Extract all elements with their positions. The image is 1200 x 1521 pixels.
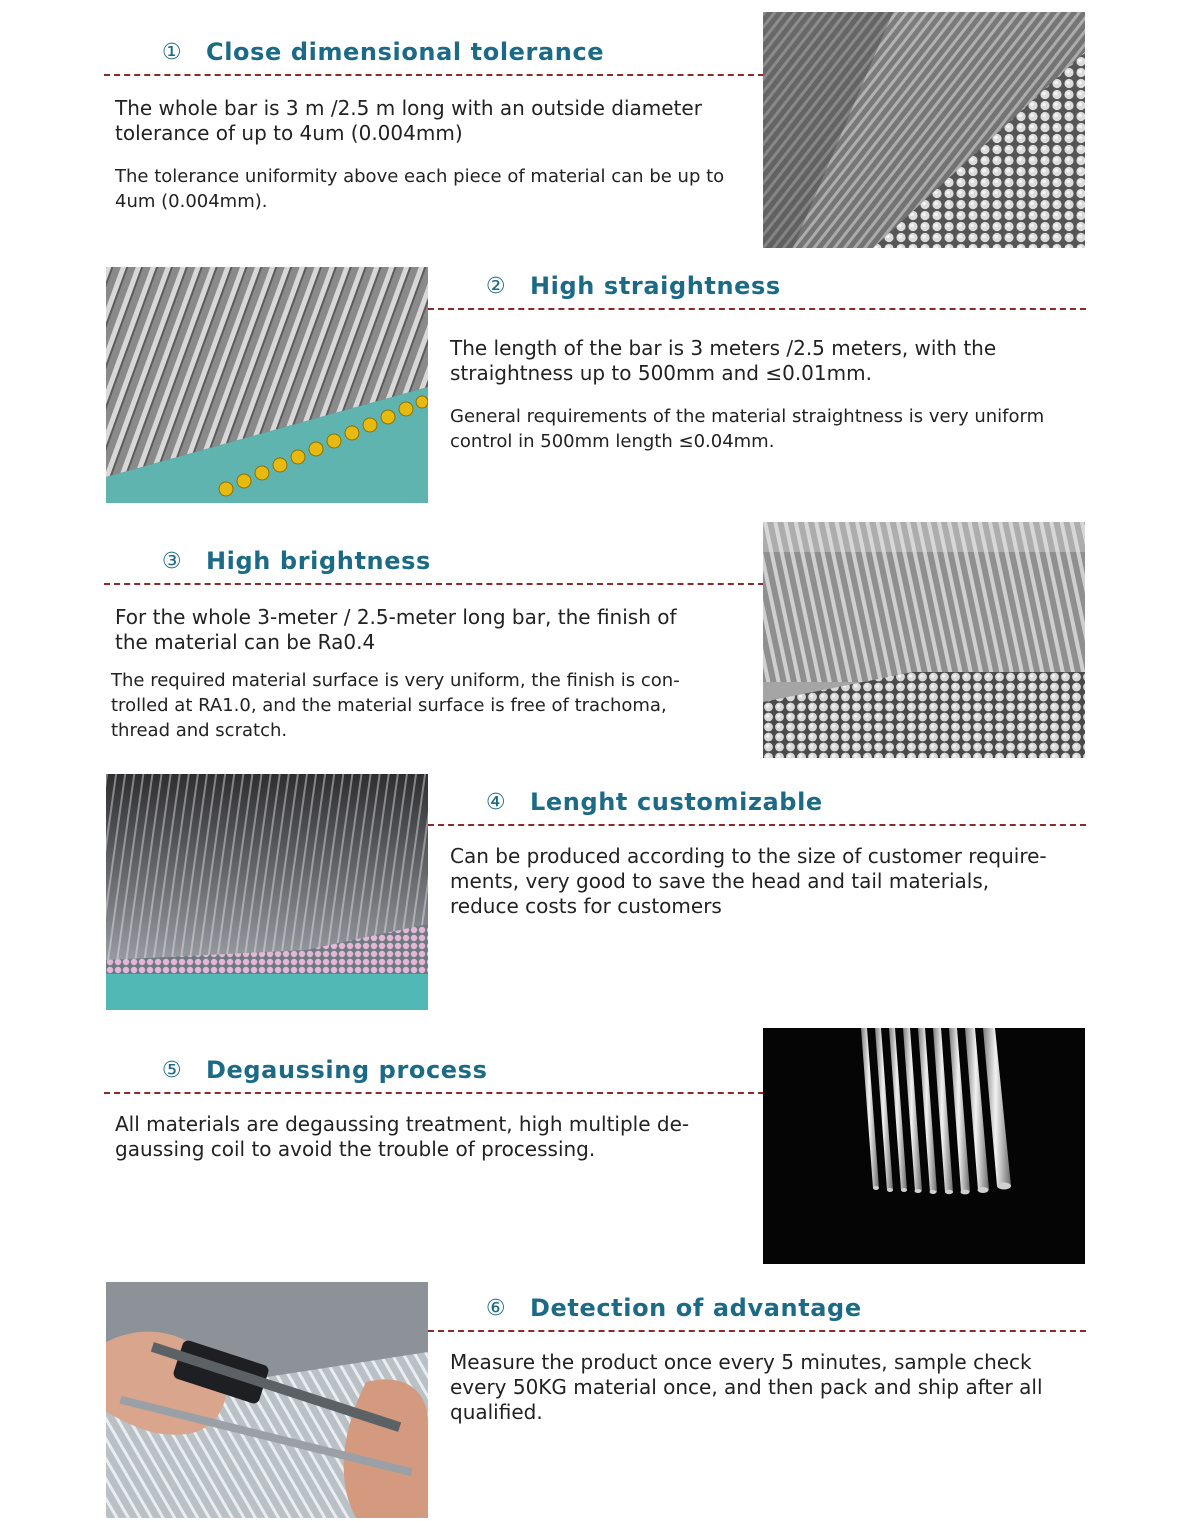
feature-section-3 [0,520,1200,774]
dashed-divider [104,583,764,585]
dashed-divider [104,1092,764,1094]
bars-yellow-ends-photo [106,267,428,503]
dashed-divider [104,74,764,76]
section-heading [160,38,604,66]
section-paragraph-primary [450,1350,1043,1425]
paragraph-line: All materials are degaussing treatment, high multiple de- [115,1112,690,1136]
section-number: ② [485,273,507,299]
section-paragraph-primary [115,605,677,655]
section-title: High brightness [206,547,431,575]
feature-section-5 [0,1028,1200,1280]
section-paragraph-primary [450,844,1047,919]
feature-section-4 [0,774,1200,1028]
section-paragraph-primary [115,96,702,146]
section-title: Degaussing process [206,1056,488,1084]
paragraph-line: the material can be Ra0.4 [115,630,376,654]
section-title: Close dimensional tolerance [206,38,605,66]
paragraph-line: gaussing coil to avoid the trouble of processing. [115,1137,596,1161]
paragraph-line: For the whole 3-meter / 2.5-meter long bar, the finish of [115,605,677,629]
bar-stack-photo [763,522,1085,758]
paragraph-line: 4um (0.004mm). [115,191,268,212]
dashed-divider [428,308,1086,310]
section-heading [160,547,431,575]
bars-on-black-photo [763,1028,1085,1264]
section-heading [160,1056,487,1084]
feature-section-2 [0,260,1200,520]
steel-bar-bundle-photo [763,12,1085,248]
paragraph-line: qualified. [450,1400,543,1424]
section-heading [484,272,781,300]
section-paragraph-secondary [450,404,1044,454]
section-number: ① [161,39,183,65]
section-heading [484,788,823,816]
paragraph-line: The required material surface is very uniform, the finish is con- [111,670,680,691]
paragraph-line: The length of the bar is 3 meters /2.5 meters, with the [450,336,997,360]
section-title: Lenght customizable [530,788,823,816]
section-title: Detection of advantage [530,1294,862,1322]
section-paragraph-primary [450,336,996,386]
paragraph-line: every 50KG material once, and then pack and ship after all [450,1375,1043,1399]
dashed-divider [428,1330,1086,1332]
bars-on-teal-table-photo [106,774,428,1010]
paragraph-line: The whole bar is 3 m /2.5 m long with an outside diameter [115,96,702,120]
paragraph-line: trolled at RA1.0, and the material surface is free of trachoma, [111,695,667,716]
section-number: ⑥ [485,1295,507,1321]
paragraph-line: ments, very good to save the head and tail materials, [450,869,990,893]
paragraph-line: tolerance of up to 4um (0.004mm) [115,121,463,145]
section-number: ③ [161,548,183,574]
section-heading [484,1294,862,1322]
paragraph-line: straightness up to 500mm and ≤0.01mm. [450,361,872,385]
paragraph-line: reduce costs for customers [450,894,722,918]
section-paragraph-secondary [115,164,724,214]
section-paragraph-secondary [111,668,680,743]
paragraph-line: General requirements of the material straightness is very uniform [450,406,1045,427]
paragraph-line: The tolerance uniformity above each piece of material can be up to [115,166,725,187]
paragraph-line: Measure the product once every 5 minutes, sample check [450,1350,1032,1374]
dashed-divider [428,824,1086,826]
section-paragraph-primary [115,1112,689,1162]
caliper-measuring-photo [106,1282,428,1518]
section-title: High straightness [530,272,781,300]
section-number: ④ [485,789,507,815]
section-number: ⑤ [161,1057,183,1083]
paragraph-line: thread and scratch. [111,720,288,741]
paragraph-line: control in 500mm length ≤0.04mm. [450,431,775,452]
feature-section-1 [0,0,1200,260]
paragraph-line: Can be produced according to the size of customer require- [450,844,1047,868]
feature-section-6 [0,1280,1200,1521]
